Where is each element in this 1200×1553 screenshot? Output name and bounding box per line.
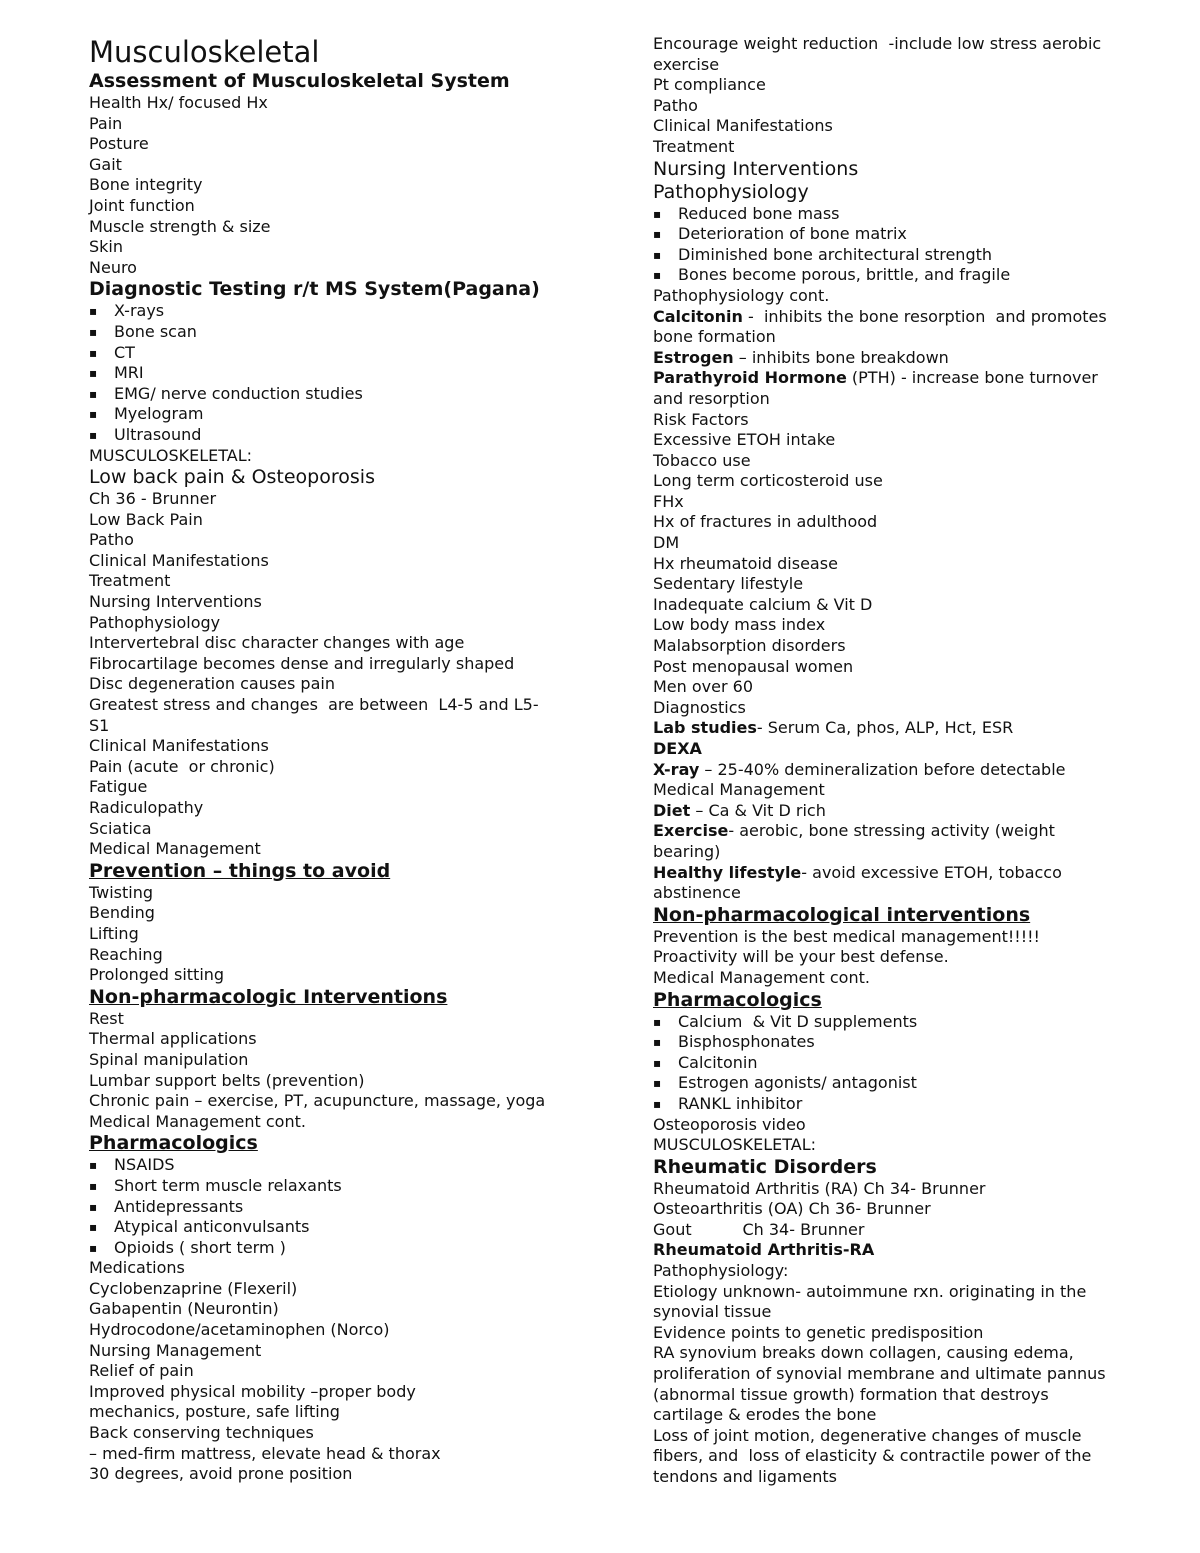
bullet-item: ▪ Ultrasound [89,425,609,446]
text-line: S1 [89,715,110,735]
bold-term: DEXA [653,739,702,758]
section-heading: Pharmacologics [89,1132,258,1155]
term-description: – 25-40% demineralization before detectable [699,759,1066,779]
text-line: MUSCULOSKELETAL: [89,445,253,465]
term-description: - aerobic, bone stressing activity (weight [728,821,1055,841]
section-heading: Non-pharmacological interventions [653,903,1031,926]
text-line: proliferation of synovial membrane and ultimate pannus [653,1364,1106,1384]
text-line: Lifting [89,923,139,943]
text-line: Hydrocodone/acetaminophen (Norco) [89,1320,390,1340]
text-line: Medications [89,1258,185,1278]
text-line: Gabapentin (Neurontin) [89,1299,279,1319]
text-line [653,348,1163,369]
text-line: Pathophysiology: [653,1261,789,1281]
bold-term: Exercise [653,821,729,841]
bullet-item: ▪ Calcitonin [653,1053,1163,1074]
text-line: Prevention is the best medical management!!!!! [653,926,1040,946]
text-line: Thermal applications [89,1029,257,1049]
text-line: abstinence [653,883,741,903]
text-line: Excessive ETOH intake [653,430,836,450]
text-line [653,718,1163,739]
text-line: Lumbar support belts (prevention) [89,1070,365,1090]
bullet-item: ▪ Bone scan [89,322,609,343]
bullet-item: ▪ Short term muscle relaxants [89,1176,609,1197]
text-line: Risk Factors [653,409,749,429]
text-line: Pathophysiology [89,612,221,632]
text-line: Treatment [89,571,171,591]
text-line: 30 degrees, avoid prone position [89,1464,353,1484]
term-description: - Serum Ca, phos, ALP, Hct, ESR [756,718,1014,738]
text-line: bone formation [653,327,776,347]
bullet-item: ▪ X-rays [89,301,609,322]
text-line [653,1240,1163,1261]
text-line: Reaching [89,944,163,964]
text-line: Low Back Pain [89,509,203,529]
text-line: Gait [89,154,122,174]
text-line: Greatest stress and changes are between L4-5 and L5- [89,695,539,715]
text-line: Pt compliance [653,75,766,95]
text-line: fibers, and loss of elasticity & contractile power of the [653,1446,1092,1466]
text-line: Posture [89,134,149,154]
text-line: Patho [89,530,134,550]
section-heading: Assessment of Musculoskeletal System [89,70,510,92]
text-line [653,739,1163,760]
text-line: Clinical Manifestations [653,116,833,136]
text-line: Fatigue [89,777,148,797]
bold-term: Rheumatoid Arthritis-RA [653,1240,875,1260]
text-line: Low body mass index [653,615,826,635]
text-line: Disc degeneration causes pain [89,674,335,694]
text-line: Pathophysiology cont. [653,285,830,305]
subsection-heading: Low back pain & Osteoporosis [89,466,375,489]
text-line [653,307,1163,328]
bold-term: X-ray [653,759,700,779]
term-description: - inhibits the bone resorption and promotes [742,306,1107,326]
text-line: FHx [653,491,684,511]
document-title: Musculoskeletal [89,35,320,69]
text-line: Spinal manipulation [89,1049,249,1069]
text-line [653,821,1163,842]
text-line: – med-firm mattress, elevate head & thorax [89,1443,441,1463]
text-line: tendons and ligaments [653,1467,837,1486]
text-line: Rest [89,1008,124,1028]
text-line: Fibrocartilage becomes dense and irregularly shaped [89,653,515,673]
text-line: Prolonged sitting [89,965,225,985]
text-line: Nursing Management [89,1340,262,1360]
bullet-item: ▪ Atypical anticonvulsants [89,1217,609,1238]
text-line: Twisting [89,882,154,902]
bold-term: Calcitonin [653,306,743,326]
section-heading: Diagnostic Testing r/t MS System(Pagana) [89,278,540,301]
text-line [653,760,1163,781]
bold-term: Diet [653,800,691,820]
text-line: Osteoporosis video [653,1114,806,1134]
text-line: Gout Ch 34- Brunner [653,1219,865,1239]
text-line: Muscle strength & size [89,216,271,236]
text-line: Chronic pain – exercise, PT, acupuncture, massage, yoga [89,1091,546,1111]
bold-term: Healthy lifestyle [653,862,802,882]
text-line: Men over 60 [653,677,753,697]
section-heading: Rheumatic Disorders [653,1155,877,1178]
text-line: synovial tissue [653,1302,772,1322]
term-description: (PTH) - increase bone turnover [846,368,1098,388]
left-column [89,34,609,1485]
bullet-item: ▪ MRI [89,363,609,384]
subsection-heading: Nursing Interventions [653,157,859,180]
text-line: Back conserving techniques [89,1423,314,1443]
text-line: Sedentary lifestyle [653,574,804,594]
text-line: mechanics, posture, safe lifting [89,1402,340,1422]
term-description: - avoid excessive ETOH, tobacco [801,862,1062,882]
text-line: MUSCULOSKELETAL: [653,1135,817,1155]
bullet-item: ▪ Bisphosphonates [653,1032,1163,1053]
text-line: and resorption [653,388,770,408]
text-line: Sciatica [89,818,152,838]
section-heading: Prevention – things to avoid [89,859,391,882]
text-line: Ch 36 - Brunner [89,489,217,509]
text-line: Osteoarthritis (OA) Ch 36- Brunner [653,1199,931,1219]
text-line: Rheumatoid Arthritis (RA) Ch 34- Brunner [653,1178,986,1198]
text-line [653,368,1163,389]
subsection-heading: Pathophysiology [653,180,809,203]
bullet-item: ▪ CT [89,343,609,364]
text-line: Malabsorption disorders [653,636,846,656]
bullet-item: ▪ Diminished bone architectural strength [653,245,1163,266]
bullet-item: ▪ Reduced bone mass [653,204,1163,225]
term-description: – Ca & Vit D rich [690,800,826,820]
text-line: Loss of joint motion, degenerative changes of muscle [653,1425,1082,1445]
bullet-item: ▪ Calcium & Vit D supplements [653,1012,1163,1033]
text-line: Etiology unknown- autoimmune rxn. originating in the [653,1281,1087,1301]
text-line: Treatment [653,136,735,156]
text-line: Diagnostics [653,697,746,717]
text-line: Inadequate calcium & Vit D [653,594,873,614]
text-line: Radiculopathy [89,798,204,817]
text-line: Pain [89,113,123,133]
text-line: Bone integrity [89,175,203,195]
text-line: Health Hx/ focused Hx [89,93,268,112]
section-heading: Non-pharmacologic Interventions [89,985,448,1008]
text-line: Medical Management cont. [653,967,870,987]
text-line: Long term corticosteroid use [653,471,883,491]
bullet-item: ▪ Antidepressants [89,1197,609,1218]
section-heading: Pharmacologics [653,988,822,1011]
text-line: Hx rheumatoid disease [653,553,838,573]
bold-term: Estrogen [653,347,734,367]
bullet-item: ▪ Deterioration of bone matrix [653,224,1163,245]
text-line: Encourage weight reduction -include low stress aerobic [653,34,1102,53]
bold-term: Lab studies [653,718,757,738]
bullet-item: ▪ Myelogram [89,404,609,425]
text-line: Proactivity will be your best defense. [653,947,949,967]
text-line: (abnormal tissue growth) formation that destroys [653,1384,1049,1404]
bullet-item: ▪ NSAIDS [89,1155,609,1176]
bold-term: Parathyroid Hormone [653,368,847,388]
text-line: Joint function [89,195,195,215]
text-line: Improved physical mobility –proper body [89,1381,416,1401]
text-line: Patho [653,95,698,115]
text-line: Cyclobenzaprine (Flexeril) [89,1278,298,1298]
bullet-item: ▪ Estrogen agonists/ antagonist [653,1073,1163,1094]
text-line: Relief of pain [89,1361,194,1381]
text-line: Post menopausal women [653,656,854,676]
bullet-item: ▪ RANKL inhibitor [653,1094,1163,1115]
text-line: exercise [653,54,720,74]
text-line: Neuro [89,257,137,277]
text-line [653,863,1163,884]
text-line: Medical Management cont. [89,1111,306,1131]
text-line: Skin [89,237,124,257]
text-line: Nursing Interventions [89,592,262,612]
text-line: cartilage & erodes the bone [653,1405,877,1425]
bullet-item: ▪ Bones become porous, brittle, and fragile [653,265,1163,286]
text-line: Medical Management [653,780,825,800]
text-line: bearing) [653,841,721,861]
text-line [653,801,1163,822]
text-line: Clinical Manifestations [89,550,269,570]
text-line: Bending [89,903,155,923]
text-line: DM [653,533,680,553]
text-line: Intervertebral disc character changes with age [89,633,465,653]
text-line: Medical Management [89,839,261,859]
right-column [653,34,1163,1488]
text-line: Pain (acute or chronic) [89,756,275,776]
text-line: Evidence points to genetic predisposition [653,1322,984,1342]
bullet-item: ▪ Opioids ( short term ) [89,1238,609,1259]
bullet-item: ▪ EMG/ nerve conduction studies [89,384,609,405]
term-description: – inhibits bone breakdown [733,347,949,367]
text-line: Tobacco use [653,450,751,470]
text-line: RA synovium breaks down collagen, causing edema, [653,1343,1074,1363]
text-line: Clinical Manifestations [89,736,269,756]
text-line: Hx of fractures in adulthood [653,512,878,532]
